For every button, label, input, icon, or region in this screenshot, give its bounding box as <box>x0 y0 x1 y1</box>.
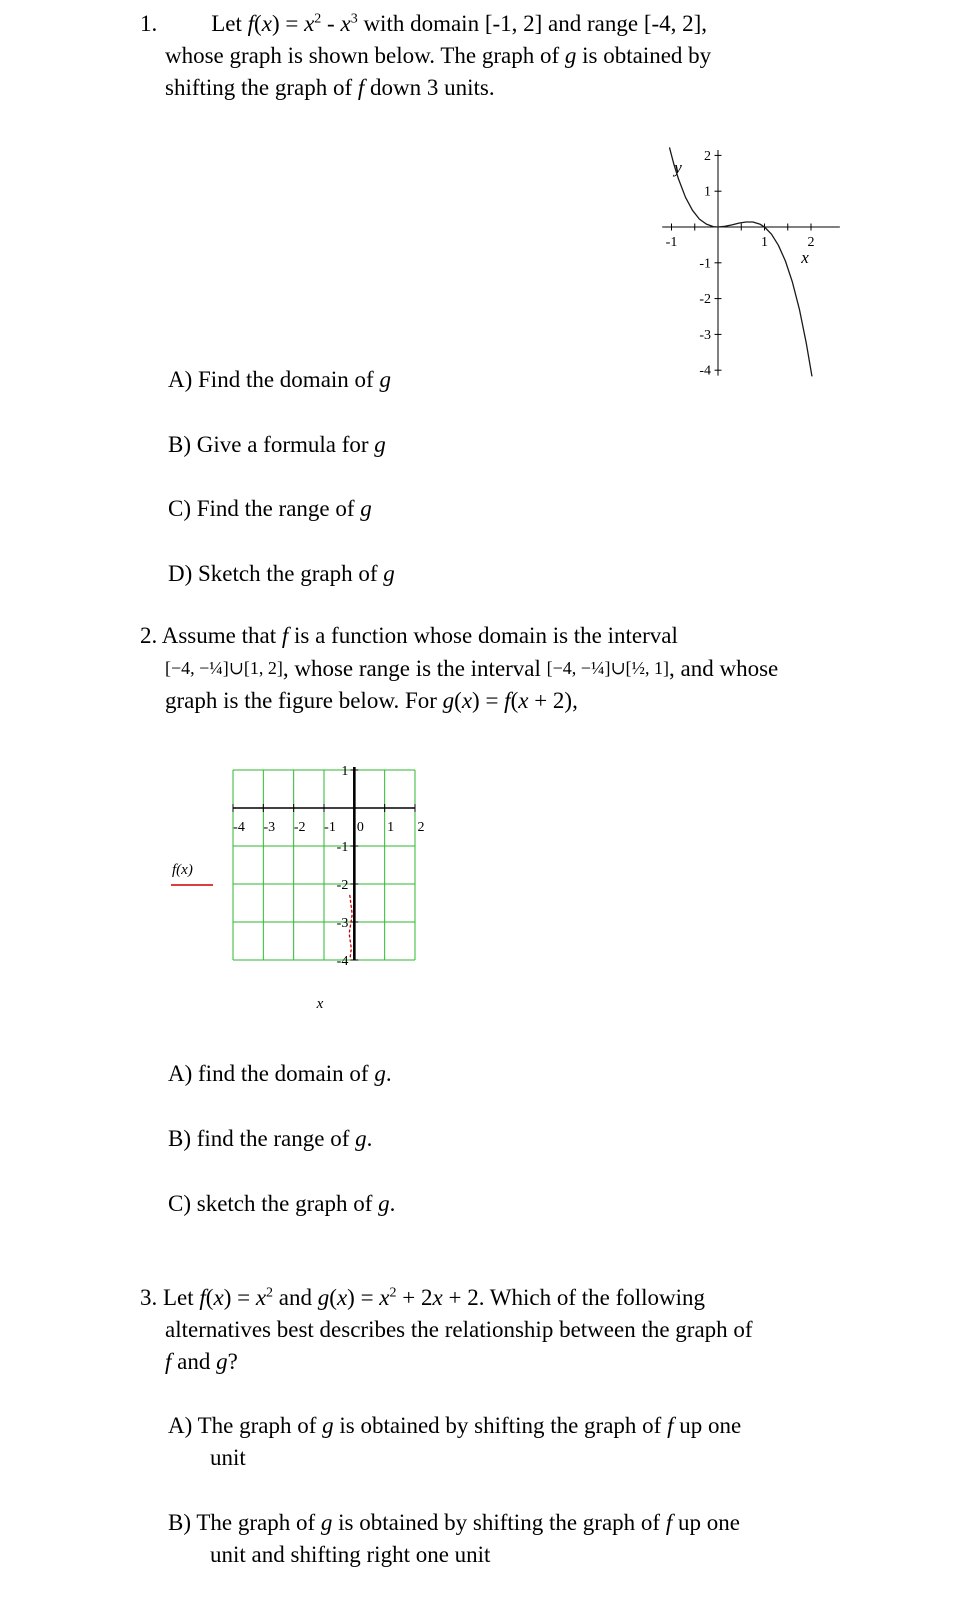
y-tick-label: 1 <box>704 184 711 200</box>
problem-3-option-a <box>168 1410 930 1474</box>
y-tick-label: -1 <box>336 840 349 855</box>
problem-1 <box>140 8 910 104</box>
problem-1-part-c <box>168 493 372 525</box>
part-text: D) Sketch the graph of g <box>168 561 395 586</box>
x-tick-label: 1 <box>761 235 768 250</box>
problem-1-part-d <box>168 558 395 590</box>
x-tick-label: 2 <box>417 820 425 835</box>
x-tick-label: 0 <box>356 820 364 835</box>
legend-label: f(x) <box>172 862 193 878</box>
x-axis-label: x <box>316 996 324 1012</box>
problem-3-statement: Let $f(x) = x^2$ and $g(x) = x^2 + 2x + 2$. Which of the following alternatives best describes the relationship between the graph of f and g? <box>163 1285 753 1374</box>
problem-2 <box>140 620 925 717</box>
cubic-function-graph <box>645 140 855 392</box>
y-tick-label: -2 <box>336 878 349 893</box>
problem-3 <box>140 1282 925 1378</box>
y-tick-label: -1 <box>699 256 711 272</box>
part-text: C) Find the range of g <box>168 496 372 521</box>
problem-2-part-a <box>168 1058 392 1090</box>
problem-3-option-b <box>168 1507 930 1571</box>
problem-2-number: 2. <box>140 623 158 648</box>
option-text: A) The graph of g is obtained by shifting the graph of f up one unit <box>168 1413 742 1470</box>
red-dashed-curve <box>349 895 352 958</box>
part-text: C) sketch the graph of g. <box>168 1191 396 1216</box>
y-tick-label: -3 <box>699 327 711 343</box>
x-tick-label: 1 <box>387 820 395 835</box>
y-tick-label: -3 <box>336 916 349 931</box>
x-tick-label: -4 <box>233 820 245 835</box>
y-tick-label: 2 <box>704 148 711 164</box>
y-tick-label: -4 <box>336 954 349 969</box>
x-tick-label: -1 <box>665 235 678 250</box>
part-text: B) find the range of g. <box>168 1126 373 1151</box>
y-axis-label: y <box>674 158 682 177</box>
y-tick-label: -2 <box>699 292 711 308</box>
problem-3-number: 3. <box>140 1285 158 1310</box>
problem-1-part-b <box>168 429 386 461</box>
problem-1-statement: Let $f(x) = x^2 - x^3$ with domain [-1, 2] and range [-4, 2], whose graph is shown below. The graph of g is obtained by shifting the graph of f down 3 units. <box>165 11 712 100</box>
problem-2-part-b <box>168 1123 372 1155</box>
part-text: A) find the domain of g. <box>168 1061 392 1086</box>
y-tick-label: 1 <box>341 764 349 779</box>
problem-1-number: 1. <box>140 11 158 36</box>
problem-1-part-a <box>168 364 391 396</box>
figure-2 <box>168 762 438 1024</box>
y-tick-label: -4 <box>699 363 711 379</box>
x-axis-label: x <box>801 248 809 267</box>
figure-1 <box>645 140 855 392</box>
function-curve <box>670 148 812 376</box>
x-tick-label: -3 <box>263 820 276 835</box>
part-text: B) Give a formula for g <box>168 432 386 457</box>
option-text: B) The graph of g is obtained by shifting the graph of f up one unit and shifting right one unit <box>168 1510 740 1567</box>
x-tick-label: 2 <box>807 235 815 250</box>
grid-function-graph <box>168 762 438 1024</box>
x-tick-label: -2 <box>293 820 306 835</box>
part-text: A) Find the domain of g <box>168 367 391 392</box>
x-tick-label: -1 <box>324 820 336 835</box>
problem-2-part-c <box>168 1188 395 1220</box>
problem-2-statement: Assume that f is a function whose domain is the interval [−4, −¼]∪[1, 2], whose range is the interval [−4, −¼]∪[½, 1], and whose graph is the figure below. For g(x) = f(x + 2), <box>161 623 779 713</box>
